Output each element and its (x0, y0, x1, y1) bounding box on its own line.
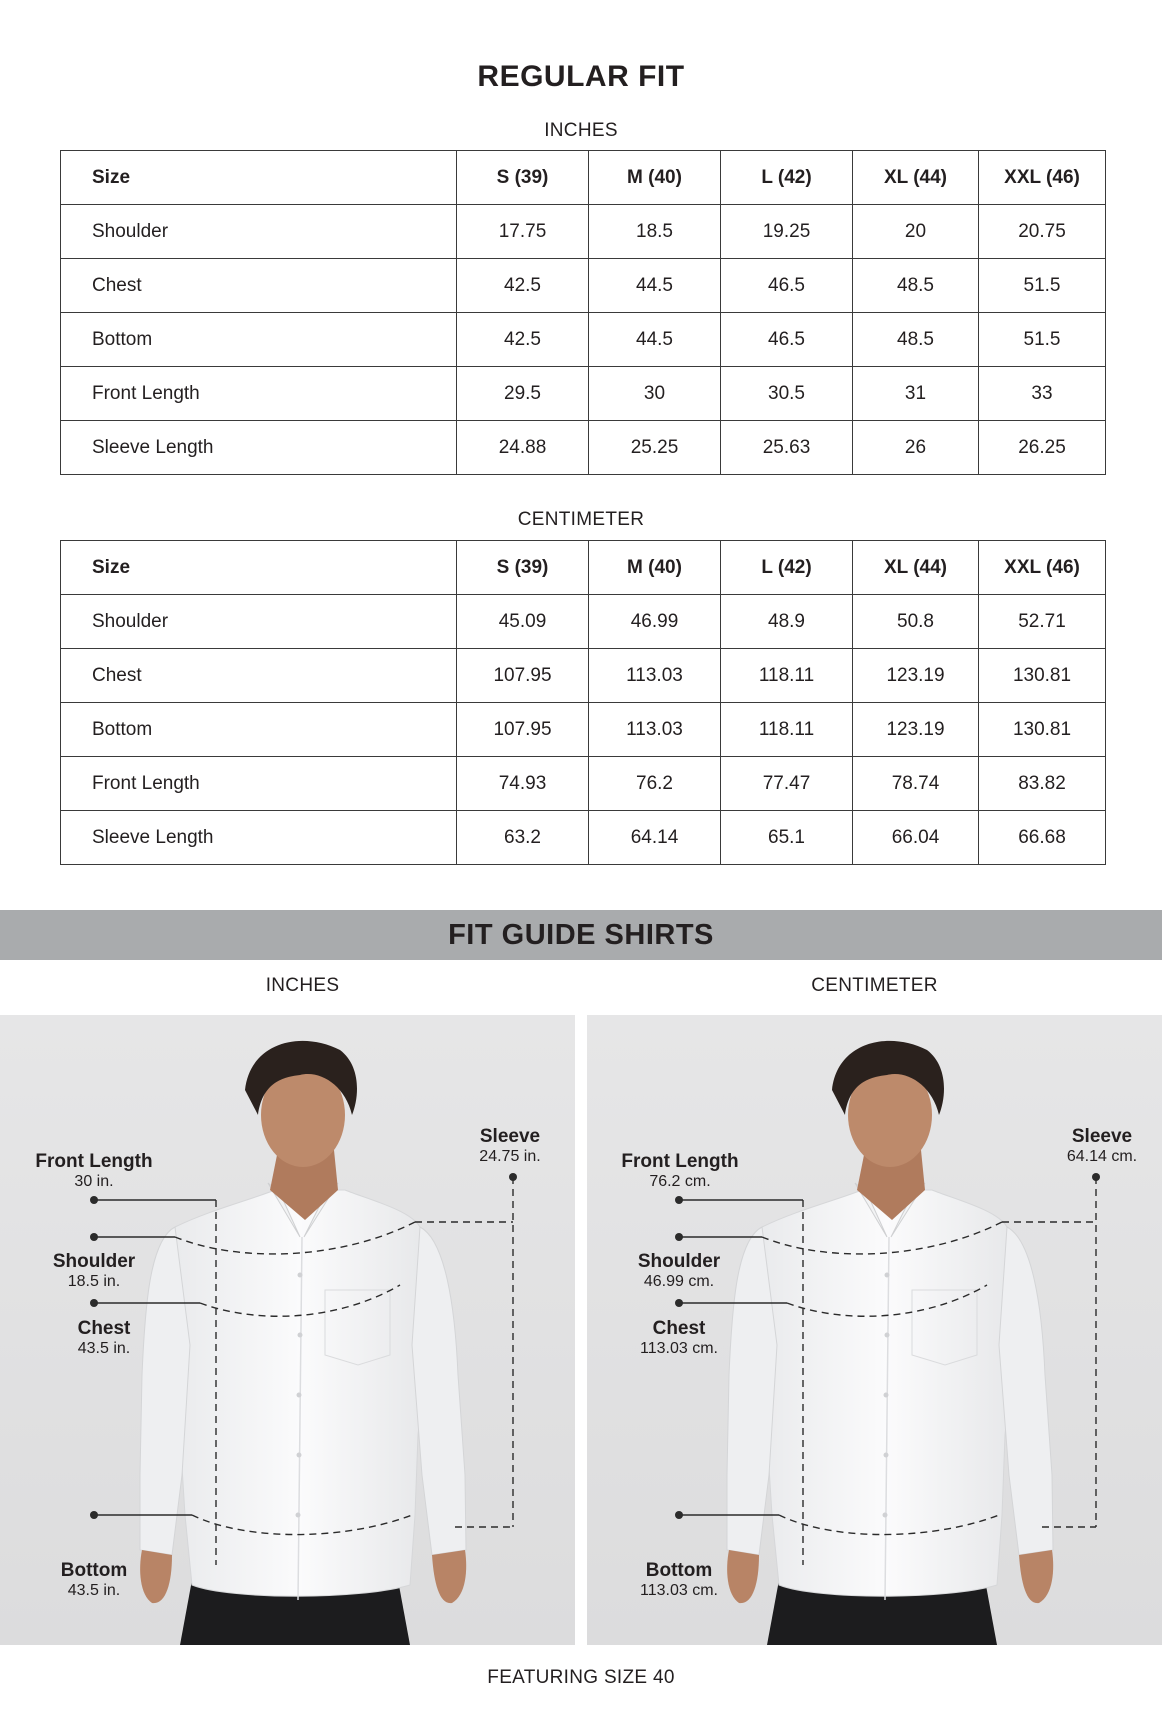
table-cell: 31 (853, 367, 979, 421)
table-cell: 33 (979, 367, 1106, 421)
table-row (61, 649, 1106, 703)
table-cell: 52.71 (979, 595, 1106, 649)
front-length-name: Front Length (35, 1151, 153, 1172)
table-row (61, 421, 1106, 475)
front-length-value: 76.2 cm. (649, 1172, 711, 1190)
table-cell: 20 (853, 205, 979, 259)
table-cell: 113.03 (589, 649, 721, 703)
table-cell: 20.75 (979, 205, 1106, 259)
table-cell: 77.47 (721, 757, 853, 811)
table-row (61, 259, 1106, 313)
table-cell: 66.68 (979, 811, 1106, 865)
table-cell: 78.74 (853, 757, 979, 811)
table-cell: 29.5 (457, 367, 589, 421)
shoulder-label (619, 1252, 739, 1291)
header-cell: L (42) (721, 541, 853, 595)
chest-value: 113.03 cm. (640, 1339, 718, 1357)
table-cell: 25.25 (589, 421, 721, 475)
table-cell: 17.75 (457, 205, 589, 259)
table-cell: 42.5 (457, 313, 589, 367)
header-cell: XXL (46) (979, 151, 1106, 205)
front-length-name: Front Length (621, 1151, 739, 1172)
table-cell: 46.5 (721, 259, 853, 313)
chest-value: 43.5 in. (77, 1339, 131, 1357)
header-cell: XL (44) (853, 151, 979, 205)
header-cell: L (42) (721, 151, 853, 205)
sleeve-value: 24.75 in. (479, 1147, 541, 1165)
table-cell: 48.5 (853, 313, 979, 367)
chest-name: Chest (652, 1318, 706, 1339)
shoulder-name: Shoulder (52, 1251, 136, 1272)
centimeter-size-table (60, 540, 1106, 865)
row-label: Sleeve Length (61, 421, 457, 475)
header-cell: M (40) (589, 151, 721, 205)
bottom-name: Bottom (60, 1560, 128, 1581)
table-row (61, 313, 1106, 367)
table-cell: 66.04 (853, 811, 979, 865)
header-cell: XXL (46) (979, 541, 1106, 595)
row-label: Chest (61, 649, 457, 703)
table-cell: 51.5 (979, 259, 1106, 313)
table-cell: 74.93 (457, 757, 589, 811)
header-cell: S (39) (457, 541, 589, 595)
sleeve-name: Sleeve (1071, 1126, 1133, 1147)
page-title: REGULAR FIT (477, 60, 685, 93)
table-cell: 123.19 (853, 649, 979, 703)
table-cell: 26.25 (979, 421, 1106, 475)
table-cell: 130.81 (979, 649, 1106, 703)
shoulder-value: 18.5 in. (67, 1272, 121, 1290)
front-length-value: 30 in. (74, 1172, 114, 1190)
table-header-row (61, 151, 1106, 205)
front-length-label (600, 1152, 760, 1191)
table-cell: 65.1 (721, 811, 853, 865)
row-label: Sleeve Length (61, 811, 457, 865)
table-cell: 48.9 (721, 595, 853, 649)
header-cell: M (40) (589, 541, 721, 595)
table-cell: 118.11 (721, 649, 853, 703)
table-cell: 45.09 (457, 595, 589, 649)
table-row (61, 757, 1106, 811)
table-cell: 51.5 (979, 313, 1106, 367)
footer-note: FEATURING SIZE 40 (487, 1667, 675, 1688)
table-cell: 118.11 (721, 703, 853, 757)
table-cell: 107.95 (457, 703, 589, 757)
table-cell: 30 (589, 367, 721, 421)
bottom-value: 113.03 cm. (640, 1581, 718, 1599)
chest-name: Chest (77, 1318, 131, 1339)
sleeve-label (460, 1127, 560, 1166)
fit-guide-inches-label: INCHES (265, 975, 340, 996)
bottom-value: 43.5 in. (67, 1581, 121, 1599)
header-cell: XL (44) (853, 541, 979, 595)
bottom-name: Bottom (645, 1560, 713, 1581)
bottom-label (619, 1561, 739, 1600)
table-cell: 50.8 (853, 595, 979, 649)
header-cell: Size (61, 541, 457, 595)
table-cell: 26 (853, 421, 979, 475)
fit-guide-banner (0, 910, 1162, 960)
fit-guide-centimeter-panel (587, 1015, 1162, 1645)
shoulder-value: 46.99 cm. (643, 1272, 715, 1290)
table-row (61, 367, 1106, 421)
table-cell: 25.63 (721, 421, 853, 475)
table-cell: 76.2 (589, 757, 721, 811)
sleeve-value: 64.14 cm. (1066, 1147, 1138, 1165)
table-header-row (61, 541, 1106, 595)
table-cell: 30.5 (721, 367, 853, 421)
table-row (61, 595, 1106, 649)
fit-guide-title: FIT GUIDE SHIRTS (448, 919, 714, 951)
table-cell: 113.03 (589, 703, 721, 757)
row-label: Bottom (61, 703, 457, 757)
table-row (61, 703, 1106, 757)
sleeve-label (1047, 1127, 1157, 1166)
row-label: Front Length (61, 757, 457, 811)
table-cell: 19.25 (721, 205, 853, 259)
table-cell: 64.14 (589, 811, 721, 865)
table-row (61, 811, 1106, 865)
sleeve-name: Sleeve (479, 1126, 541, 1147)
row-label: Shoulder (61, 205, 457, 259)
table-cell: 48.5 (853, 259, 979, 313)
table-cell: 63.2 (457, 811, 589, 865)
centimeter-table-label: CENTIMETER (517, 509, 645, 530)
table-cell: 83.82 (979, 757, 1106, 811)
table-cell: 18.5 (589, 205, 721, 259)
table-cell: 44.5 (589, 259, 721, 313)
table-row (61, 205, 1106, 259)
row-label: Bottom (61, 313, 457, 367)
chest-label (44, 1319, 164, 1358)
front-length-label (14, 1152, 174, 1191)
table-cell: 46.5 (721, 313, 853, 367)
row-label: Chest (61, 259, 457, 313)
table-cell: 46.99 (589, 595, 721, 649)
header-cell: Size (61, 151, 457, 205)
row-label: Front Length (61, 367, 457, 421)
shoulder-label (34, 1252, 154, 1291)
table-cell: 130.81 (979, 703, 1106, 757)
chest-label (619, 1319, 739, 1358)
table-cell: 44.5 (589, 313, 721, 367)
table-cell: 107.95 (457, 649, 589, 703)
fit-guide-centimeter-label: CENTIMETER (811, 975, 938, 996)
inches-size-table (60, 150, 1106, 475)
inches-table-label: INCHES (544, 120, 618, 141)
table-cell: 42.5 (457, 259, 589, 313)
row-label: Shoulder (61, 595, 457, 649)
bottom-label (34, 1561, 154, 1600)
shoulder-name: Shoulder (637, 1251, 721, 1272)
header-cell: S (39) (457, 151, 589, 205)
table-cell: 123.19 (853, 703, 979, 757)
fit-guide-inches-panel (0, 1015, 575, 1645)
table-cell: 24.88 (457, 421, 589, 475)
